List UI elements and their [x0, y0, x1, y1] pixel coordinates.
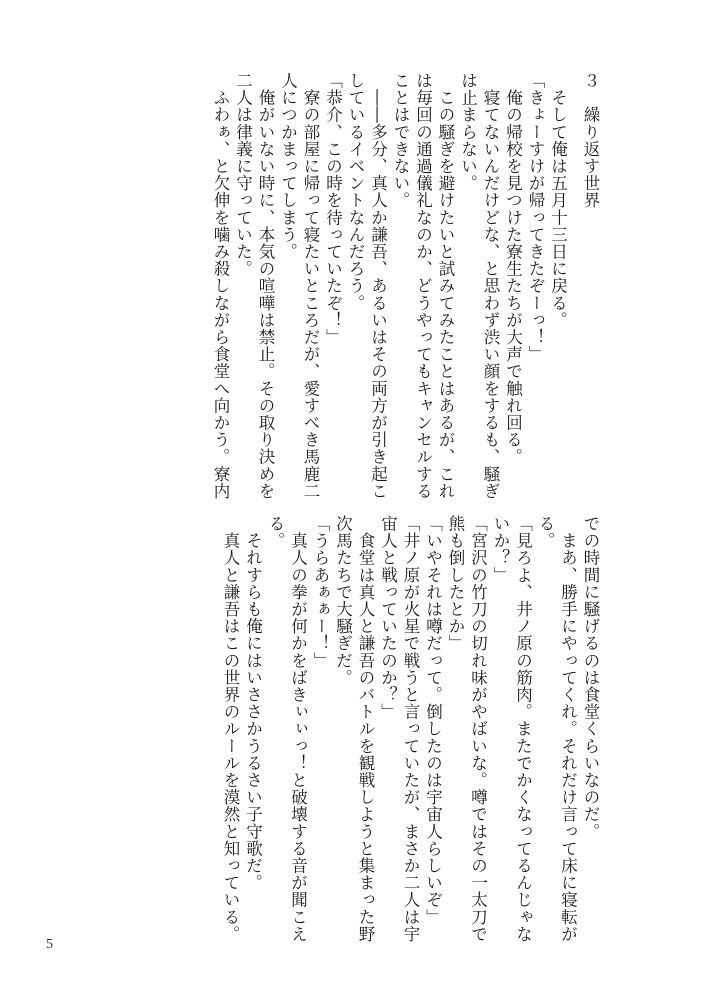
text-line: 寮の部屋に帰って寝たいところだが、愛すべき馬鹿二 [301, 72, 320, 500]
text-line: ふわぁ、と欠伸を噛み殺しながら食堂へ向かう。寮内 [211, 72, 230, 500]
text-line: 「いやそれは噂だって。倒したのは宇宙人らしいぞ」 [423, 515, 443, 926]
text-line: 二人は律義に守っていた。 [233, 72, 253, 278]
text-line: る。 [536, 515, 555, 550]
chapter-heading: ３ 繰り返す世界 [581, 72, 600, 209]
text-line: 真人の拳が何かをばきぃぃっ！と破壊する音が聞こえ [288, 515, 308, 943]
text-line: 「見ろよ、井ノ原の筋肉。またでかくなってるんじゃな [513, 515, 533, 943]
text-line: 次馬たちで大騒ぎだ。 [333, 515, 353, 686]
text-line: 食堂は真人と謙吾のバトルを観戦しようと集まった野 [356, 515, 375, 943]
text-line: 俺がいない時に、本気の喧嘩は禁止。その取り決めを [256, 72, 275, 500]
text-line: 真人と謙吾はこの世界のルールを漠然と知っている。 [221, 515, 240, 943]
upper-text-block [209, 72, 602, 500]
text-line: は止まらない。 [458, 72, 478, 192]
text-line: それすらも俺にはいささかうるさい子守歌だ。 [243, 515, 263, 892]
text-line: ――多分、真人か謙吾、あるいはその両方が引き起こ [368, 72, 388, 500]
text-line: 「きょーすけが帰ってきたぞーっ！」 [526, 72, 545, 363]
text-line: は毎回の通過儀礼なのか、どうやってもキャンセルする [413, 72, 433, 500]
text-line: しているイベントなんだろう。 [346, 72, 365, 312]
text-line: 「うらあぁぁー！」 [311, 515, 330, 669]
text-line: 「恭介、この時を待っていたぞ！」 [323, 72, 343, 346]
text-line: る。 [266, 515, 285, 550]
text-line: 「井ノ原が火星で戦うと言っていたが、まさか二人は宇 [401, 515, 420, 943]
text-line: そして俺は五月十三日に戻る。 [548, 72, 568, 329]
text-line: での時間に騒げるのは食堂くらいなのだ。 [581, 515, 600, 840]
text-line: 宙人と戦っていたのか？」 [378, 515, 398, 721]
page-number: 5 [46, 937, 53, 952]
text-line: いか？」 [491, 515, 510, 584]
text-line: 寝てないんだけどな、と思わず渋い顔をするも、騒ぎ [481, 72, 500, 500]
text-line: この騒ぎを避けたいと試みてみたことはあるが、これ [436, 72, 455, 500]
text-line: 熊も倒したとか」 [446, 515, 465, 652]
text-line: 人につかまってしまう。 [278, 72, 298, 261]
text-line: ことはできない。 [391, 72, 410, 209]
text-line: 俺の帰校を見つけた寮生たちが大声で触れ回る。 [503, 72, 523, 466]
text-line: 「宮沢の竹刀の切れ味がやばいな。噂ではその一太刀で [468, 515, 488, 943]
lower-text-block [219, 515, 602, 943]
text-line: まあ、勝手にやってくれ。それだけ言って床に寝転が [558, 515, 578, 943]
